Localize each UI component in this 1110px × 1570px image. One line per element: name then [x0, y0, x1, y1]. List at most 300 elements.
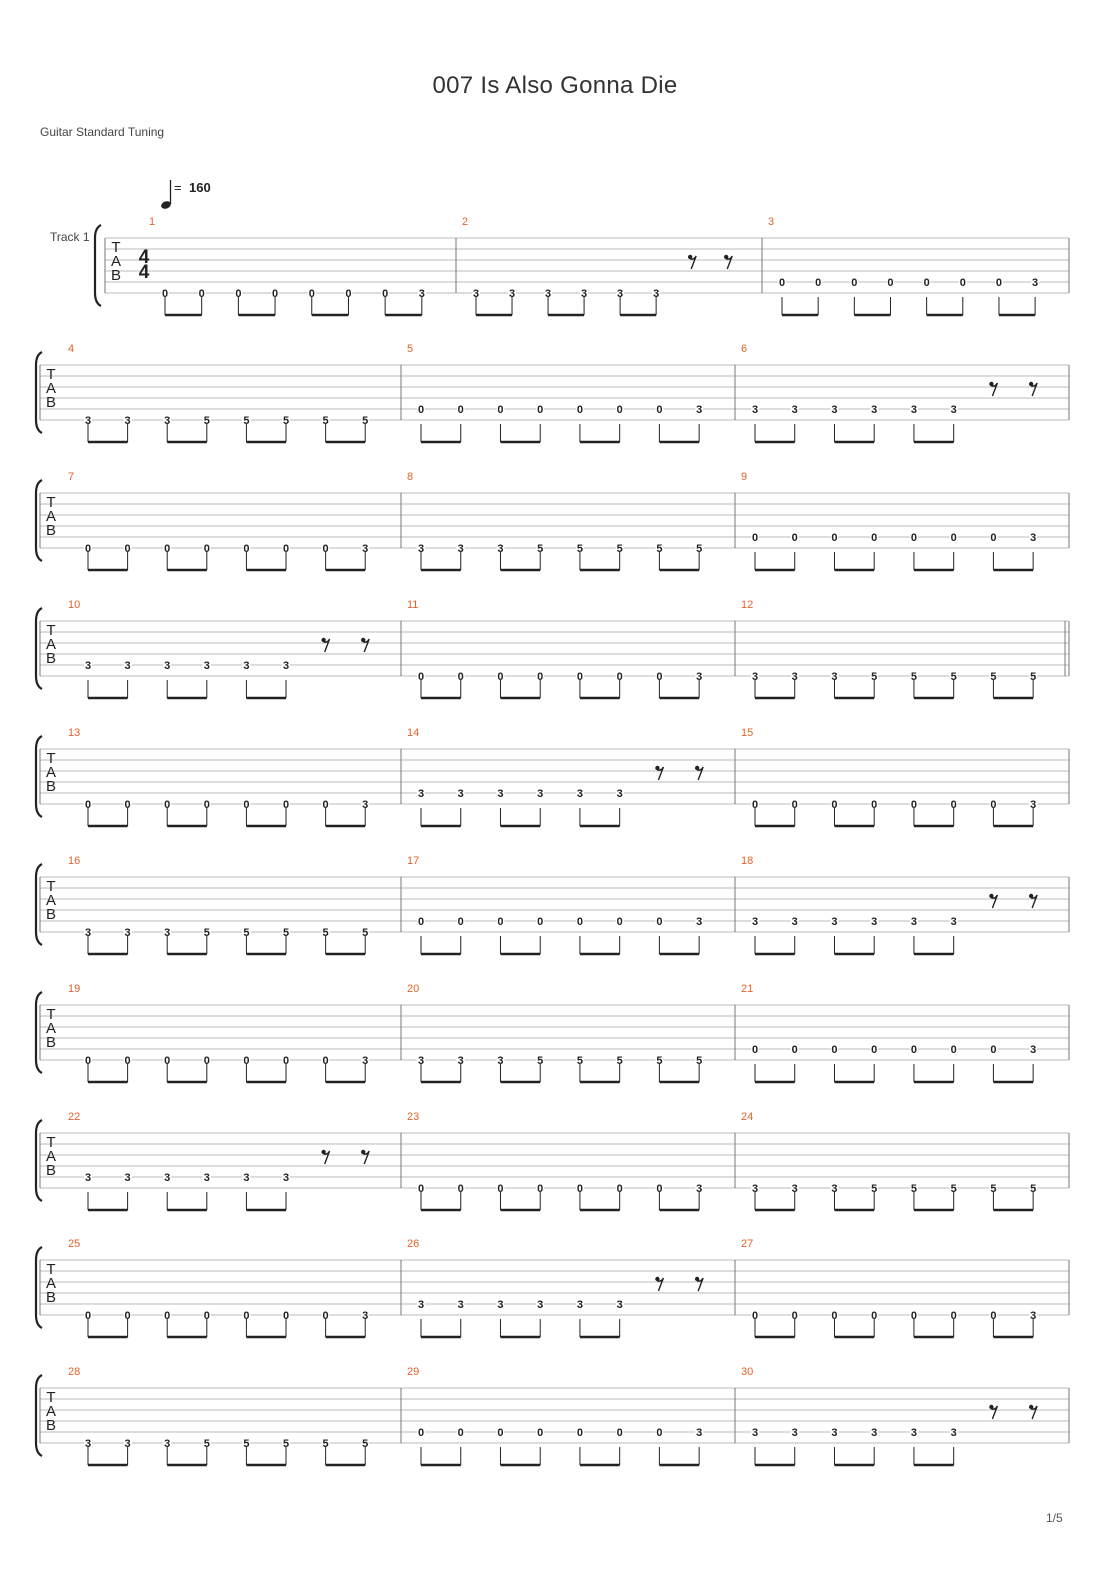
- fret-number: 0: [124, 1055, 131, 1067]
- fret-number: 0: [616, 1183, 623, 1195]
- fret-number: 3: [696, 404, 703, 416]
- fret-number: 5: [696, 1055, 703, 1067]
- fret-number: 3: [791, 916, 798, 928]
- fret-number: 0: [282, 543, 290, 555]
- fret-number: 0: [164, 543, 171, 555]
- fret-number: 0: [871, 799, 878, 811]
- system-brace: [36, 1247, 42, 1328]
- tab-clef-letter: A: [45, 892, 57, 909]
- page-indicator: 1/5: [1046, 1511, 1063, 1525]
- fret-number: 3: [1030, 1044, 1037, 1056]
- fret-number: 5: [537, 543, 544, 555]
- fret-number: 5: [203, 415, 210, 427]
- fret-number: 3: [791, 671, 798, 683]
- fret-number: 0: [950, 532, 957, 544]
- tab-clef-letter: A: [110, 253, 122, 270]
- measure-number: 19: [68, 983, 81, 995]
- measure-number: 9: [741, 471, 748, 483]
- tab-clef-letter: T: [46, 750, 56, 767]
- tempo-equals: =: [174, 180, 182, 195]
- fret-number: 3: [124, 1438, 131, 1450]
- fret-number: 0: [537, 916, 544, 928]
- fret-number: 0: [382, 288, 389, 300]
- measure-number: 6: [741, 343, 748, 355]
- fret-number: 3: [696, 916, 703, 928]
- fret-number: 3: [457, 788, 464, 800]
- fret-number: 0: [887, 277, 894, 289]
- fret-number: 5: [696, 543, 703, 555]
- fret-number: 3: [508, 288, 516, 300]
- fret-number: 0: [910, 1310, 918, 1322]
- measure-number: 28: [68, 1366, 81, 1378]
- fret-number: 5: [203, 927, 210, 939]
- fret-number: 3: [497, 1299, 504, 1311]
- fret-number: 3: [751, 1427, 759, 1439]
- fret-number: 3: [910, 916, 918, 928]
- tab-clef-letter: T: [46, 1389, 56, 1406]
- fret-number: 0: [576, 1427, 584, 1439]
- fret-number: 0: [497, 404, 504, 416]
- staff-system: [36, 983, 1069, 1082]
- fret-number: 3: [84, 1172, 92, 1184]
- measure-number: 2: [462, 216, 469, 228]
- tab-clef-letter: A: [45, 380, 57, 397]
- fret-number: 5: [910, 1183, 918, 1195]
- fret-number: 0: [990, 1310, 997, 1322]
- fret-number: 0: [84, 1055, 92, 1067]
- fret-number: 3: [581, 288, 588, 300]
- fret-number: 0: [497, 916, 504, 928]
- measure-number: 27: [741, 1238, 754, 1250]
- fret-number: 0: [203, 1055, 210, 1067]
- fret-number: 3: [362, 543, 369, 555]
- tab-clef-letter: B: [45, 394, 57, 411]
- fret-number: 3: [576, 788, 584, 800]
- tab-clef-letter: T: [46, 494, 56, 511]
- fret-number: 3: [124, 415, 131, 427]
- fret-number: 5: [910, 671, 918, 683]
- measure-number: 30: [741, 1366, 754, 1378]
- fret-number: 0: [831, 532, 838, 544]
- fret-number: 3: [282, 1172, 290, 1184]
- fret-number: 0: [656, 671, 663, 683]
- fret-number: 0: [995, 277, 1003, 289]
- measure-number: 25: [68, 1238, 81, 1250]
- staff-system: [36, 343, 1069, 442]
- fret-number: 5: [322, 1438, 329, 1450]
- time-signature-bottom: 4: [138, 262, 150, 283]
- fret-number: 3: [417, 1299, 425, 1311]
- fret-number: 0: [831, 1044, 838, 1056]
- fret-number: 5: [282, 1438, 290, 1450]
- eighth-rest-icon: [989, 894, 997, 908]
- fret-number: 3: [164, 660, 171, 672]
- fret-number: 3: [910, 404, 918, 416]
- tab-clef-letter: A: [45, 1275, 57, 1292]
- fret-number: 0: [656, 404, 663, 416]
- measure-number: 3: [768, 216, 775, 228]
- tab-clef-letter: T: [111, 239, 121, 256]
- eighth-rest-icon: [321, 1150, 329, 1164]
- fret-number: 3: [950, 1427, 957, 1439]
- fret-number: 3: [457, 1055, 464, 1067]
- tab-clef-letter: B: [45, 650, 57, 667]
- fret-number: 3: [472, 288, 480, 300]
- fret-number: 3: [417, 1055, 425, 1067]
- fret-number: 3: [537, 788, 544, 800]
- fret-number: 3: [164, 927, 171, 939]
- eighth-rest-icon: [1029, 894, 1037, 908]
- tab-clef-letter: A: [45, 508, 57, 525]
- fret-number: 0: [417, 1427, 425, 1439]
- fret-number: 3: [124, 660, 131, 672]
- measure-number: 20: [407, 983, 420, 995]
- fret-number: 5: [282, 927, 290, 939]
- system-brace: [95, 225, 101, 306]
- fret-number: 0: [84, 1310, 92, 1322]
- fret-number: 0: [656, 1427, 663, 1439]
- fret-number: 3: [696, 1183, 703, 1195]
- fret-number: 0: [990, 1044, 997, 1056]
- fret-number: 3: [1032, 277, 1039, 289]
- fret-number: 3: [950, 916, 957, 928]
- fret-number: 0: [616, 404, 623, 416]
- fret-number: 0: [791, 799, 798, 811]
- fret-number: 0: [990, 532, 997, 544]
- fret-number: 5: [616, 1055, 623, 1067]
- tab-clef-letter: A: [45, 764, 57, 781]
- fret-number: 0: [616, 916, 623, 928]
- fret-number: 3: [84, 660, 92, 672]
- fret-number: 3: [950, 404, 957, 416]
- eighth-rest-icon: [695, 766, 703, 780]
- fret-number: 0: [124, 1310, 131, 1322]
- system-brace: [36, 1120, 42, 1201]
- tab-clef-letter: A: [45, 636, 57, 653]
- time-signature-top: 4: [138, 247, 150, 268]
- fret-number: 0: [417, 671, 425, 683]
- fret-number: 0: [417, 916, 425, 928]
- tab-clef-letter: T: [46, 622, 56, 639]
- fret-number: 5: [1030, 671, 1037, 683]
- tab-clef-letter: T: [46, 1261, 56, 1278]
- fret-number: 3: [362, 1055, 369, 1067]
- eighth-rest-icon: [1029, 1405, 1037, 1419]
- tab-clef-letter: A: [45, 1403, 57, 1420]
- fret-number: 0: [950, 799, 957, 811]
- eighth-rest-icon: [655, 1277, 663, 1291]
- fret-number: 0: [282, 1055, 290, 1067]
- measure-number: 7: [68, 471, 75, 483]
- fret-number: 3: [84, 927, 92, 939]
- fret-number: 0: [751, 532, 759, 544]
- fret-number: 5: [656, 543, 663, 555]
- fret-number: 3: [164, 1172, 171, 1184]
- eighth-rest-icon: [989, 1405, 997, 1419]
- fret-number: 3: [871, 916, 878, 928]
- fret-number: 0: [203, 543, 210, 555]
- fret-number: 5: [203, 1438, 210, 1450]
- fret-number: 0: [124, 543, 131, 555]
- fret-number: 0: [322, 1055, 329, 1067]
- eighth-rest-icon: [695, 1277, 703, 1291]
- eighth-rest-icon: [1029, 382, 1037, 396]
- fret-number: 0: [497, 1427, 504, 1439]
- fret-number: 0: [282, 799, 290, 811]
- tempo-bpm: 160: [189, 180, 211, 195]
- fret-number: 3: [617, 288, 624, 300]
- tab-clef-letter: B: [45, 906, 57, 923]
- tab-clef-letter: B: [45, 1289, 57, 1306]
- measure-number: 4: [68, 343, 75, 355]
- fret-number: 3: [751, 1183, 759, 1195]
- tab-clef-letter: B: [110, 267, 122, 284]
- fret-number: 0: [322, 799, 329, 811]
- fret-number: 0: [871, 1044, 878, 1056]
- eighth-rest-icon: [724, 255, 732, 269]
- fret-number: 3: [497, 543, 504, 555]
- tab-clef-letter: A: [45, 1148, 57, 1165]
- fret-number: 0: [778, 277, 786, 289]
- fret-number: 3: [791, 1183, 798, 1195]
- fret-number: 0: [871, 1310, 878, 1322]
- fret-number: 0: [457, 1427, 464, 1439]
- fret-number: 0: [576, 1183, 584, 1195]
- fret-number: 0: [616, 671, 623, 683]
- measure-number: 24: [741, 1111, 754, 1123]
- fret-number: 3: [831, 404, 838, 416]
- fret-number: 3: [164, 1438, 171, 1450]
- tab-clef-letter: A: [45, 1020, 57, 1037]
- fret-number: 0: [537, 1183, 544, 1195]
- fret-number: 3: [751, 916, 759, 928]
- fret-number: 0: [576, 404, 584, 416]
- fret-number: 3: [751, 404, 759, 416]
- fret-number: 3: [791, 404, 798, 416]
- tab-clef-letter: B: [45, 778, 57, 795]
- fret-number: 3: [497, 1055, 504, 1067]
- fret-number: 0: [308, 288, 315, 300]
- eighth-rest-icon: [361, 1150, 369, 1164]
- fret-number: 0: [537, 671, 544, 683]
- fret-number: 0: [950, 1310, 957, 1322]
- fret-number: 0: [417, 1183, 425, 1195]
- system-brace: [36, 736, 42, 817]
- fret-number: 3: [1030, 1310, 1037, 1322]
- fret-number: 3: [164, 415, 171, 427]
- fret-number: 0: [243, 543, 250, 555]
- fret-number: 0: [656, 1183, 663, 1195]
- eighth-rest-icon: [321, 638, 329, 652]
- measure-number: 5: [407, 343, 414, 355]
- fret-number: 5: [950, 671, 957, 683]
- fret-number: 5: [243, 927, 250, 939]
- fret-number: 0: [751, 799, 759, 811]
- fret-number: 3: [497, 788, 504, 800]
- fret-number: 3: [537, 1299, 544, 1311]
- fret-number: 3: [362, 799, 369, 811]
- fret-number: 0: [457, 404, 464, 416]
- fret-number: 0: [791, 1310, 798, 1322]
- tab-clef-letter: B: [45, 522, 57, 539]
- fret-number: 5: [243, 415, 250, 427]
- staff-system: [36, 855, 1069, 954]
- fret-number: 0: [656, 916, 663, 928]
- fret-number: 0: [791, 532, 798, 544]
- fret-number: 5: [282, 415, 290, 427]
- fret-number: 0: [124, 799, 131, 811]
- fret-number: 3: [1030, 532, 1037, 544]
- measure-number: 8: [407, 471, 414, 483]
- fret-number: 3: [418, 288, 425, 300]
- fret-number: 3: [417, 788, 425, 800]
- fret-number: 0: [272, 288, 279, 300]
- staff-system: [95, 216, 1069, 315]
- fret-number: 5: [950, 1183, 957, 1195]
- measure-number: 12: [741, 599, 754, 611]
- fret-number: 0: [164, 1310, 171, 1322]
- staff-system: [36, 1366, 1069, 1465]
- fret-number: 5: [362, 1438, 369, 1450]
- fret-number: 5: [656, 1055, 663, 1067]
- tuning-label: Guitar Standard Tuning: [40, 125, 165, 139]
- tab-clef-letter: T: [46, 878, 56, 895]
- eighth-rest-icon: [655, 766, 663, 780]
- staff-system: [36, 471, 1069, 570]
- fret-number: 0: [950, 1044, 957, 1056]
- measure-number: 22: [68, 1111, 81, 1123]
- fret-number: 3: [616, 1299, 623, 1311]
- fret-number: 3: [1030, 799, 1037, 811]
- fret-number: 3: [791, 1427, 798, 1439]
- fret-number: 3: [282, 660, 290, 672]
- measure-number: 18: [741, 855, 754, 867]
- fret-number: 0: [910, 532, 918, 544]
- fret-number: 0: [497, 671, 504, 683]
- fret-number: 0: [322, 543, 329, 555]
- fret-number: 5: [871, 1183, 878, 1195]
- fret-number: 0: [990, 799, 997, 811]
- fret-number: 0: [537, 404, 544, 416]
- fret-number: 0: [910, 799, 918, 811]
- fret-number: 0: [815, 277, 822, 289]
- fret-number: 0: [751, 1044, 759, 1056]
- fret-number: 0: [576, 671, 584, 683]
- fret-number: 3: [362, 1310, 369, 1322]
- fret-number: 3: [417, 543, 425, 555]
- measure-number: 26: [407, 1238, 420, 1250]
- tab-clef-letter: B: [45, 1034, 57, 1051]
- staff-system: [36, 1238, 1069, 1337]
- fret-number: 0: [322, 1310, 329, 1322]
- fret-number: 3: [696, 1427, 703, 1439]
- fret-number: 0: [345, 288, 352, 300]
- fret-number: 3: [616, 788, 623, 800]
- fret-number: 3: [544, 288, 552, 300]
- fret-number: 3: [696, 671, 703, 683]
- fret-number: 3: [243, 660, 250, 672]
- fret-number: 5: [871, 671, 878, 683]
- fret-number: 5: [990, 1183, 997, 1195]
- fret-number: 3: [124, 1172, 131, 1184]
- fret-number: 0: [84, 543, 92, 555]
- fret-number: 5: [537, 1055, 544, 1067]
- system-brace: [36, 992, 42, 1073]
- measure-number: 14: [407, 727, 420, 739]
- fret-number: 3: [84, 415, 92, 427]
- fret-number: 0: [616, 1427, 623, 1439]
- tab-clef-letter: B: [45, 1417, 57, 1434]
- fret-number: 0: [576, 916, 584, 928]
- eighth-rest-icon: [989, 382, 997, 396]
- measure-number: 17: [407, 855, 420, 867]
- fret-number: 0: [923, 277, 930, 289]
- fret-number: 3: [457, 543, 464, 555]
- measure-number: 15: [741, 727, 754, 739]
- fret-number: 0: [751, 1310, 759, 1322]
- fret-number: 5: [1030, 1183, 1037, 1195]
- fret-number: 3: [203, 660, 210, 672]
- fret-number: 0: [161, 288, 169, 300]
- system-brace: [36, 352, 42, 433]
- fret-number: 0: [243, 1310, 250, 1322]
- eighth-rest-icon: [688, 255, 696, 269]
- system-brace: [36, 608, 42, 689]
- fret-number: 3: [653, 288, 660, 300]
- fret-number: 0: [235, 288, 242, 300]
- fret-number: 3: [124, 927, 131, 939]
- fret-number: 0: [959, 277, 966, 289]
- fret-number: 0: [164, 1055, 171, 1067]
- tab-clef-letter: T: [46, 1134, 56, 1151]
- measure-number: 21: [741, 983, 754, 995]
- fret-number: 0: [851, 277, 858, 289]
- fret-number: 5: [576, 543, 584, 555]
- fret-number: 0: [910, 1044, 918, 1056]
- fret-number: 5: [362, 927, 369, 939]
- system-brace: [36, 1375, 42, 1456]
- fret-number: 5: [616, 543, 623, 555]
- fret-number: 5: [322, 415, 329, 427]
- fret-number: 5: [322, 927, 329, 939]
- fret-number: 3: [831, 916, 838, 928]
- fret-number: 0: [164, 799, 171, 811]
- song-title: 007 Is Also Gonna Die: [432, 72, 678, 99]
- fret-number: 5: [243, 1438, 250, 1450]
- fret-number: 0: [243, 799, 250, 811]
- measure-number: 13: [68, 727, 81, 739]
- staff-system: [36, 727, 1069, 826]
- fret-number: 0: [537, 1427, 544, 1439]
- fret-number: 0: [457, 671, 464, 683]
- fret-number: 0: [282, 1310, 290, 1322]
- track-label: Track 1: [50, 230, 90, 244]
- fret-number: 3: [871, 1427, 878, 1439]
- tab-clef-letter: B: [45, 1162, 57, 1179]
- measure-number: 11: [407, 599, 419, 611]
- fret-number: 5: [990, 671, 997, 683]
- fret-number: 3: [84, 1438, 92, 1450]
- measure-number: 29: [407, 1366, 420, 1378]
- fret-number: 0: [243, 1055, 250, 1067]
- fret-number: 0: [871, 532, 878, 544]
- fret-number: 3: [910, 1427, 918, 1439]
- fret-number: 3: [871, 404, 878, 416]
- fret-number: 0: [198, 288, 205, 300]
- fret-number: 3: [243, 1172, 250, 1184]
- measure-number: 1: [149, 216, 156, 228]
- staff-system: [36, 1111, 1069, 1210]
